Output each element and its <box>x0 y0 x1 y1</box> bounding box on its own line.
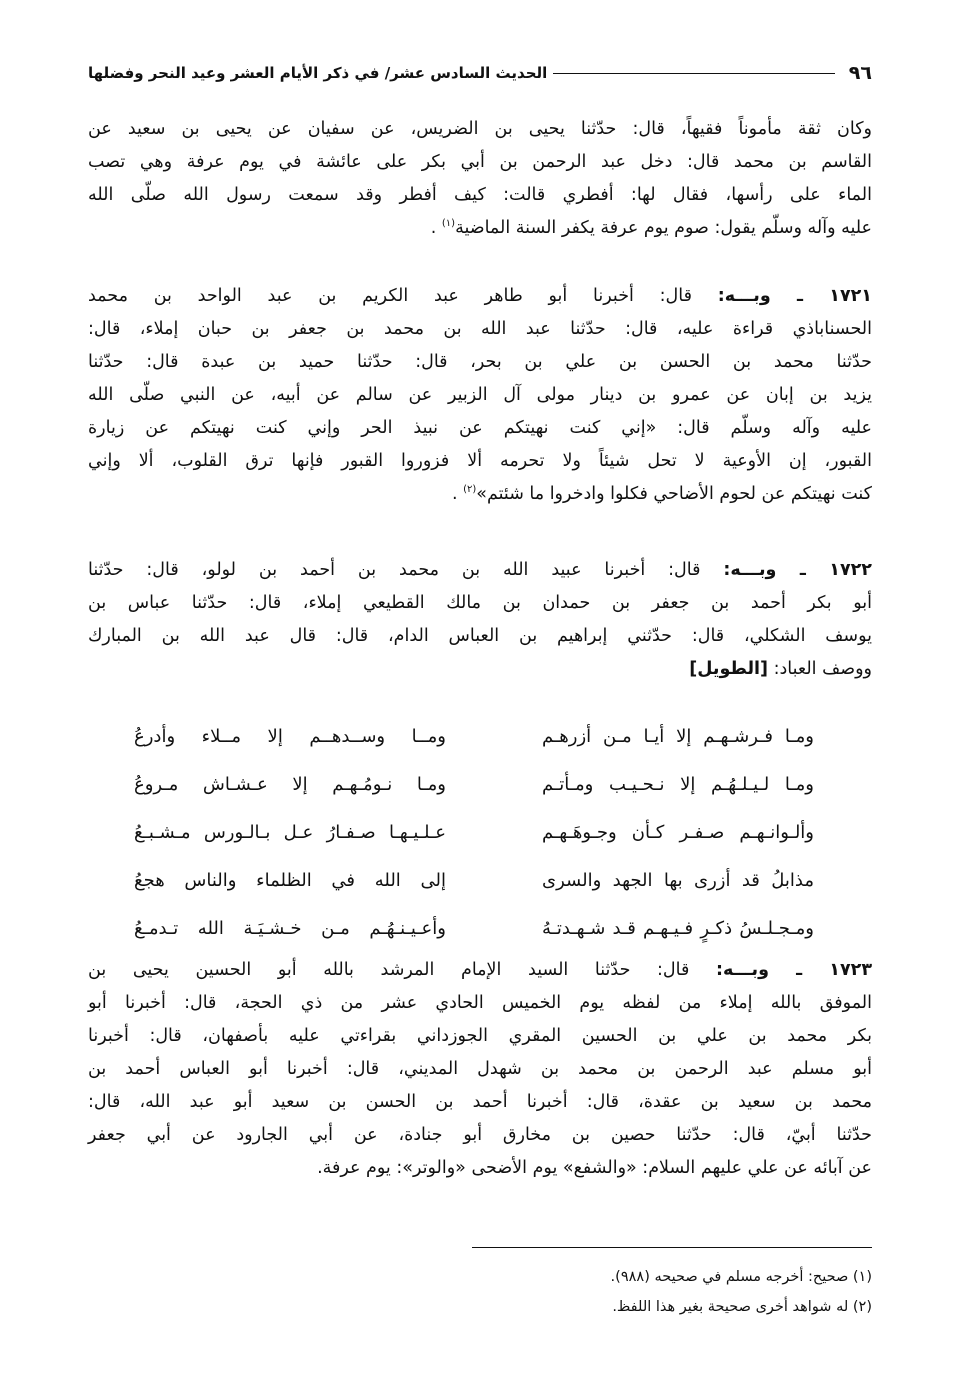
text-line: عليه وآله وسلّم قال: «إني كنت نهيتكم عن نبيذ الحر وإني كنت نهيتكم عن زيارة <box>88 418 872 438</box>
text-line <box>88 280 872 313</box>
text-segment: . <box>451 484 464 504</box>
text-line: القبور، إن الأوعية لا تحل شيئاً ولا تحرمه ألا فزوروا القبور فإنها ترق القلوب، ألا وإني <box>88 451 872 471</box>
verse-second-hemistich: ومـا نـومُـهـم إلا عـشـاش مـروعُ <box>134 774 446 795</box>
header-rule <box>553 73 835 74</box>
text-line: بكر محمد بن علي بن الحسين المقري الجوزداني بقراءتي عليه بأصفهان، قال: أخبرنا <box>88 1026 872 1046</box>
text-line: حدّثنا محمد بن الحسن بن علي بن بحر، قال: حدّثنا حميد بن عبدة قال: حدّثنا <box>88 352 872 372</box>
text-segment: قال: أخبرنا أبو طاهر عبد الكريم بن عبد الواحد بن محمد <box>88 286 718 306</box>
text-line: حدّثنا أبيّ، قال: حدّثنا حصين بن مخارق أبو جنادة، عن أبي الجارود عن أبي جعفر <box>88 1125 872 1145</box>
text-line <box>88 954 872 987</box>
text-segment: ووصف العباد: <box>768 659 872 679</box>
text-line: الحسناباذي قراءة عليه، قال: حدّثنا عبد الله بن محمد بن جعفر بن حبان إملاء، قال: <box>88 319 872 339</box>
verse-first-hemistich: ومـا لـيـلـهُـم إلا نـحـيـب ومـأتـم <box>542 774 814 795</box>
text-line: يوسف الشكلي، قال: حدّثني إبراهيم بن العباس الدام، قال: قال عبد الله بن المبارك <box>88 626 872 646</box>
hadith-number: ١٧٢١ ـ وبـــه: <box>717 286 872 306</box>
text-line: أبو مسلم عبد الرحمن بن محمد بن شهدل المديني، قال: أخبرنا أبو العباس أحمد بن <box>88 1059 872 1079</box>
text-line: الماء على رأسها، فقال لها: أفطري قالت: كيف أفطر وقد سمعت رسول الله صلّى الله <box>88 185 872 205</box>
text-segment: عليه وآله وسلّم يقول: صوم يوم عرفة يكفر السنة الماضية <box>455 218 872 238</box>
text-line: يزيد بن إبان عن عمرو بن دينار مولى آل الزبير عن سالم عن أبيه، عن النبي صلّى الله <box>88 385 872 405</box>
text-line <box>88 554 872 587</box>
verse-second-hemistich: عـلـيـهـا صـفـارُ عـل بـالـورس مـشـبـعُ <box>134 822 446 843</box>
text-line <box>88 478 872 511</box>
verse-first-hemistich: ومـا فـرشـهـم إلا أيـا مـن أزرهـم <box>542 726 814 747</box>
footnote: (٢) له شواهد أخرى صحيحة بغير هذا اللفظ. <box>612 1299 872 1315</box>
verse-second-hemistich: إلى الله في الظلماء والناس هجعُ <box>134 870 446 891</box>
verse-second-hemistich: ومــا وســدهــم إلا مــلاء وأدرعُ <box>134 726 446 747</box>
text-segment: قال: حدّثنا السيد الإمام المرشد بالله أبو الحسين يحيى بن <box>88 960 716 980</box>
running-title: الحديث السادس عشر/ في ذكر الأيام العشر وعيد النحر وفضلها <box>88 64 548 82</box>
text-line: محمد بن سعيد بن عقدة، قال: أخبرنا أحمد بن الحسن بن سعيد أبو عبد الله، قال: <box>88 1092 872 1112</box>
verse-first-hemistich: ومـجـلـسُ ذكـرٍ فـيـهـم قـد شـهـدتـهُ <box>542 918 814 939</box>
text-line <box>88 653 872 686</box>
footnote-ref[interactable]: (١) <box>441 218 456 230</box>
text-line: الموفق بالله إملاء من لفظه يوم الخميس الحادي عشر من ذي الحجة، قال: أخبرنا أبو <box>88 993 872 1013</box>
hadith-number: ١٧٢٣ ـ وبـــه: <box>715 960 873 980</box>
text-line: أبو بكر أحمد بن جعفر بن حمدان بن مالك القطيعي إملاء، قال: حدّثنا عباس بن <box>88 593 872 613</box>
verse-first-hemistich: وألـوانـهـم صـفـر كـأن وجـوهَـهـم <box>542 822 814 843</box>
page-header <box>88 58 872 88</box>
footnote: (١) صحيح: أخرجه مسلم في صحيحه (٩٨٨). <box>610 1269 872 1285</box>
text-line: عن آبائه عن علي عليهم السلام: «والشفع» يوم الأضحى «والوتر»: يوم عرفة. <box>317 1158 872 1178</box>
footnote-divider <box>472 1247 872 1248</box>
text-line: وكان ثقة مأموناً فقيهاً، قال: حدّثنا يحيى بن الضريس، عن سفيان عن يحيى بن سعيد عن <box>88 119 872 139</box>
text-segment: . <box>430 218 442 238</box>
hadith-number: ١٧٢٢ ـ وبـــه: <box>723 560 872 580</box>
verse-second-hemistich: وأعـيـنـهُـم مـن خـشـيَـة الله تـدمـعُ <box>134 918 446 939</box>
text-segment: كنت نهيتكم عن لحوم الأضاحي فكلوا وادخروا ما شئتم» <box>476 484 872 504</box>
footnote-ref[interactable]: (٢) <box>463 484 477 496</box>
text-line: القاسم بن محمد قال: دخل عبد الرحمن بن أبي بكر على عائشة في يوم عرفة وهي تصب <box>88 152 872 172</box>
text-line <box>88 212 872 245</box>
poem-meter: [الطويل] <box>689 659 769 679</box>
verse-first-hemistich: مذابلُ قد أزرى بها الجهد والسرى <box>542 870 814 891</box>
text-segment: قال: أخبرنا عبيد الله بن محمد بن أحمد بن لولو، قال: حدّثنا <box>88 560 724 580</box>
page-number: ٩٦ <box>848 62 872 84</box>
